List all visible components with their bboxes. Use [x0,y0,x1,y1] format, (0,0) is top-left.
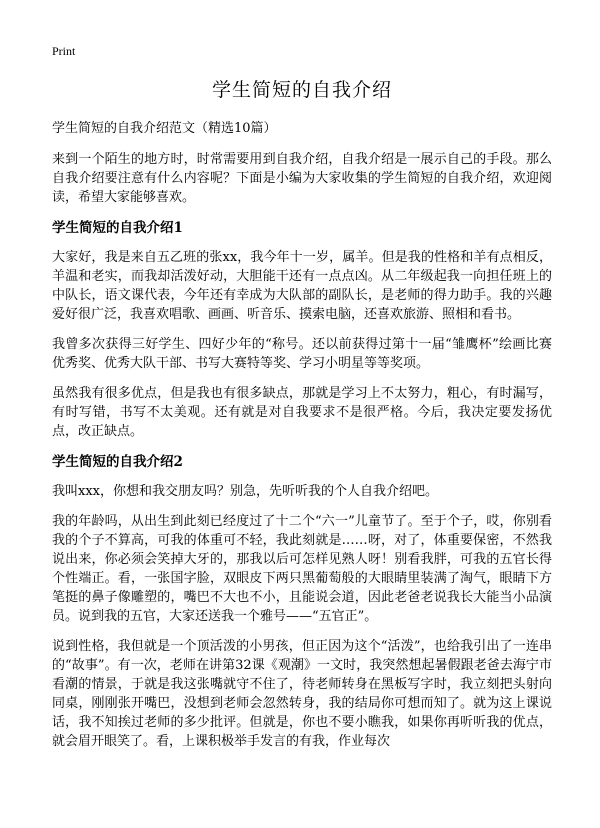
print-link[interactable]: Print [52,44,76,58]
intro-paragraph: 来到一个陌生的地方时，时常需要用到自我介绍，自我介绍是一展示自己的手段。那么自我介绍要注意有什么内容呢？下面是小编为大家收集的学生简短的自我介绍，欢迎阅读，希望大家能够喜欢。 [52,152,552,205]
section-1-paragraph-3: 虽然我有很多优点，但是我也有很多缺点，那就是学习上不太努力，粗心，有时漏写，有时写错，书写不太美观。还有就是对自我要求不是很严格。今后，我决定要发扬优点，改正缺点。 [52,386,552,439]
section-2-paragraph-3: 说到性格，我但就是一个顶活泼的小男孩，但正因为这个“活泼”，也给我引出了一连串的“故事”。有一次，老师在讲第32课《观潮》一文时，我突然想起暑假跟老爸去海宁市看潮的情景，于就是我这张嘴就守不住了，待老师转身在黑板写字时，我立刻把头射向同桌，刚刚张开嘴巴，没想到老师会忽然转身，我的结局你可想而知了。就为这上课说话，我不知挨过老师的多少批评。但就是，你也不要小瞧我，如果你再听听我的优点，就会眉开眼笑了。看，上课积极举手发言的有我，作业每次 [52,639,552,749]
section-heading-1: 学生简短的自我介绍1 [52,220,183,236]
document-content [52,120,552,762]
document-subtitle: 学生简短的自我介绍范文（精选10篇） [52,121,277,136]
section-1-paragraph-1: 大家好，我是来自五乙班的张xx，我今年十一岁，属羊。但是我的性格和羊有点相反，羊温和老实，而我却活泼好动，大胆能干还有一点点凶。从二年级起我一向担任班上的中队长，语文课代表，今年还有幸成为大队部的副队长，是老师的得力助手。我的兴趣爱好很广泛，我喜欢唱歌、画画、听音乐、摸索电脑，还喜欢旅游、照相和看书。 [52,250,552,322]
section-2-paragraph-2: 我的年龄吗，从出生到此刻已经度过了十二个“六一”儿童节了。至于个子，哎，你别看我的个子不算高，可我的体重可不轻，我此刻就是……呀，对了，体重要保密，不然我说出来，你必须会笑掉大牙的，那我以后可怎样见熟人呀！别看我胖，可我的五官长得个性端正。看，一张国字脸，双眼皮下两只黑葡萄般的大眼睛里装满了淘气，眼睛下方笔挺的鼻子像雕塑的，嘴巴不大也不小，且能说会道，因此老爸老说我长大能当小品演员。说到我的五官，大家还送我一个雅号——“五官正”。 [52,514,552,624]
section-heading-2: 学生简短的自我介绍2 [52,454,183,470]
document-title: 学生简短的自我介绍 [211,79,392,101]
section-2-paragraph-1: 我叫xxx，你想和我交朋友吗？别急，先听听我的个人自我介绍吧。 [52,484,438,499]
section-1-paragraph-2: 我曾多次获得三好学生、四好少年的“称号。还以前获得过第十一届“雏鹰杯”绘画比赛优秀奖、优秀大队干部、书写大赛特等奖、学习小明星等等奖项。 [52,337,552,371]
